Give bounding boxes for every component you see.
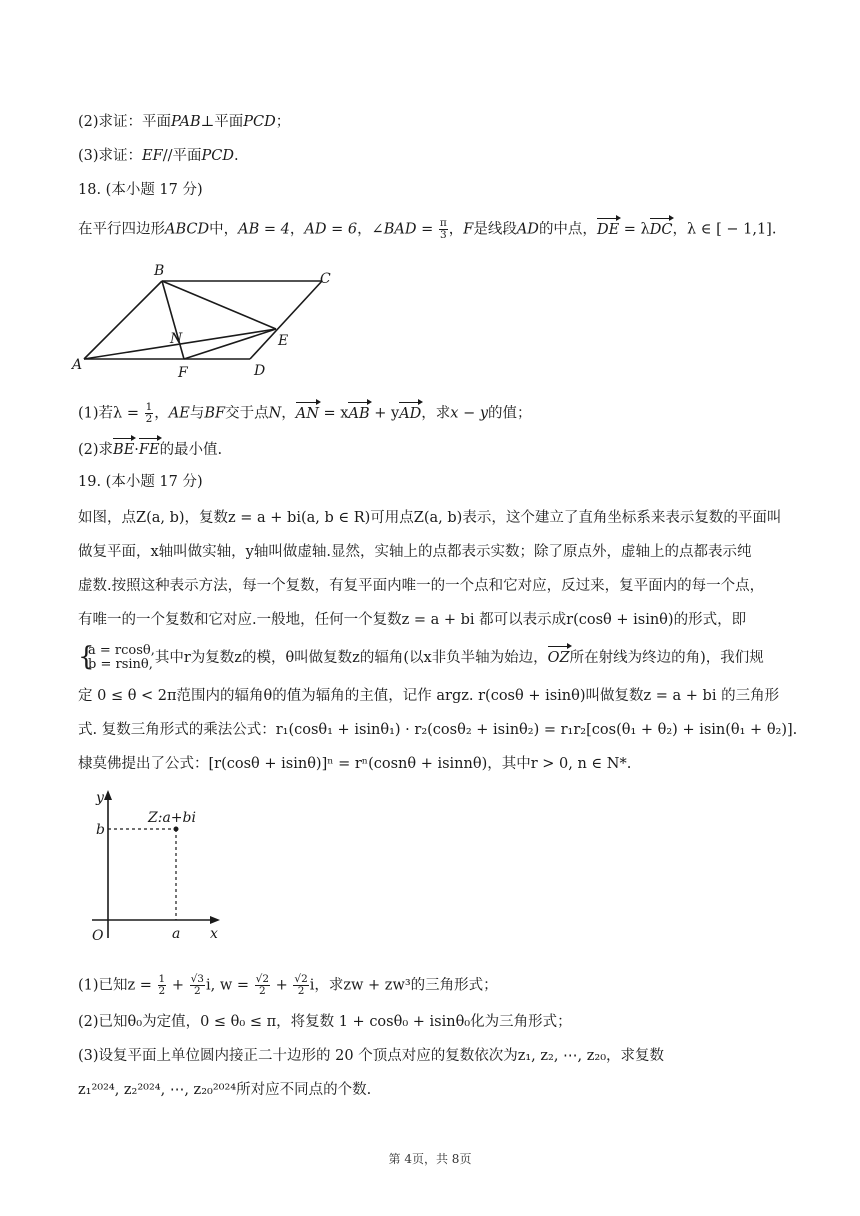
- q19-line-1: 如图，点Z(a, b)，复数z = a + bi(a, b ∈ R)可用点Z(a, b)表示，这个建立了直角坐标系来表示复数的平面叫: [78, 510, 782, 526]
- q17-part2: (2)求证：平面PAB⊥平面PCD；: [78, 114, 291, 130]
- x-axis-arrow: [210, 916, 220, 924]
- q18-part2: (2)求BE·FE的最小值.: [78, 442, 223, 458]
- label-n: N: [170, 331, 183, 347]
- q19-part1: (1)已知z = $\frac{1}{2}$ + $\frac{√3}{2}$ i, w = $\frac{√2}{2}$ + $\frac{√2}{2}$ i，求zw + zw³的三角形式；: [78, 973, 498, 997]
- q19-part3-continued: z₁²⁰²⁴, z₂²⁰²⁴, ⋯, z₂₀²⁰²⁴所对应不同点的个数.: [78, 1082, 372, 1098]
- cases-system: { a = rcosθ, b = rsinθ,: [78, 642, 155, 672]
- label-e: E: [278, 333, 289, 349]
- label-a: A: [72, 357, 83, 373]
- label-y: y: [96, 790, 104, 806]
- label-d: D: [254, 363, 266, 379]
- label-c: C: [320, 271, 331, 287]
- q18-header: 18. (本小题 17 分): [78, 182, 203, 198]
- q19-line-2: 做复平面，x轴叫做实轴，y轴叫做虚轴.显然，实轴上的点都表示实数；除了原点外，虚轴上的点都表示纯: [78, 544, 752, 560]
- label-b: B: [154, 263, 165, 279]
- q19-line-6: 定 0 ≤ θ < 2π范围内的辐角θ的值为辐角的主值，记作 argz. r(cosθ + isinθ)叫做复数z = a + bi 的三角形: [78, 688, 780, 704]
- q19-part2: (2)已知θ₀为定值，0 ≤ θ₀ ≤ π，将复数 1 + cosθ₀ + isinθ₀化为三角形式；: [78, 1014, 572, 1030]
- q18-part1: (1)若λ = $\frac{1}{2}$ ，AE与BF交于点N，AN = xAB + yAD，求x − y的值；: [78, 401, 532, 425]
- q19-line-5: { a = rcosθ, b = rsinθ, 其中r为复数z的模，θ叫做复数z的辐角(以x非负半轴为始边，OZ所在射线为终边的角)，我们规: [78, 642, 764, 672]
- label-f: F: [178, 365, 188, 381]
- page-footer: 第 4页，共 8页: [388, 1152, 472, 1166]
- complex-plane-figure: [78, 788, 238, 948]
- q19-line-4: 有唯一的一个复数和它对应.一般地，任何一个复数z = a + bi 都可以表示成r(cosθ + isinθ)的形式，即: [78, 612, 747, 628]
- fraction-pi-over-3: $\frac{\pi}{3}$: [439, 217, 447, 241]
- label-b: b: [96, 822, 105, 838]
- label-x: x: [210, 926, 218, 942]
- label-origin: O: [92, 928, 104, 944]
- label-a: a: [172, 926, 181, 942]
- segment-be: [162, 281, 276, 329]
- edge-ab: [84, 281, 162, 359]
- point-z: [174, 827, 179, 832]
- segment-bf: [162, 281, 184, 359]
- y-axis-arrow: [104, 790, 112, 800]
- q19-line-3: 虚数.按照这种表示方法，每一个复数，有复平面内唯一的一个点和它对应，反过来，复平面内的每一个点，: [78, 578, 765, 594]
- q19-part3: (3)设复平面上单位圆内接正二十边形的 20 个顶点对应的复数依次为z₁, z₂, ⋯, z₂₀，求复数: [78, 1048, 665, 1064]
- label-z: Z:a+bi: [148, 810, 196, 826]
- q18-statement: 在平行四边形ABCD中，AB = 4，AD = 6，∠BAD = $\frac{\pi}{3}$ ，F是线段AD的中点，DE = λDC，λ ∈ [ − 1,1].: [78, 217, 777, 241]
- q19-header: 19. (本小题 17 分): [78, 474, 203, 490]
- segment-fe: [184, 329, 276, 359]
- q17-part3: (3)求证：EF//平面PCD.: [78, 148, 239, 164]
- q19-line-8: 棣莫佛提出了公式：[r(cosθ + isinθ)]ⁿ = rⁿ(cosnθ + isinnθ)，其中r > 0, n ∈ N*.: [78, 756, 632, 772]
- q19-line-7: 式. 复数三角形式的乘法公式：r₁(cosθ₁ + isinθ₁) · r₂(cosθ₂ + isinθ₂) = r₁r₂[cos(θ₁ + θ₂) + isin(θ₁ + θ₂)].: [78, 722, 798, 738]
- parallelogram-figure: [72, 255, 348, 385]
